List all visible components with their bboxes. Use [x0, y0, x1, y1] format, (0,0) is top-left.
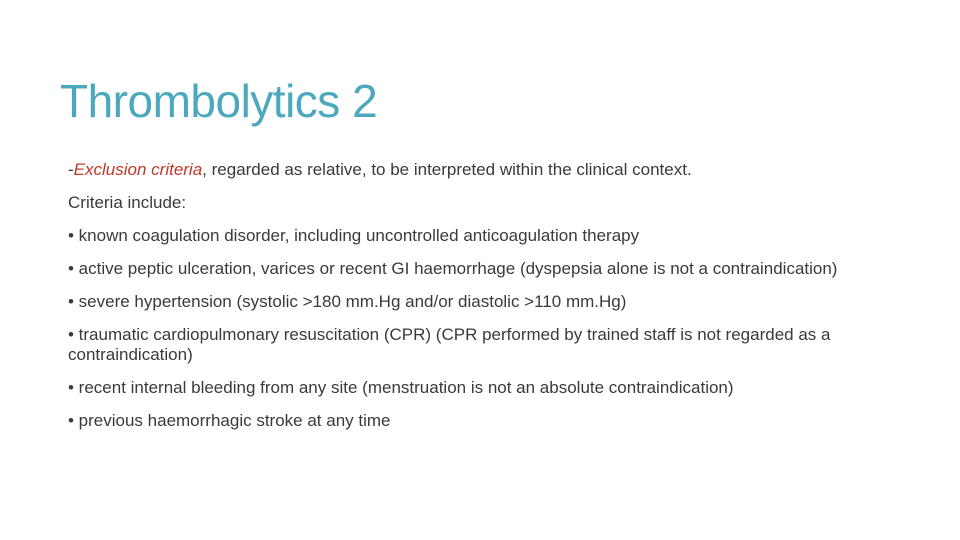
slide-title: Thrombolytics 2: [60, 75, 378, 127]
intro-paragraph: [68, 160, 888, 180]
criteria-item: • traumatic cardiopulmonary resuscitation (CPR) (CPR performed by trained staff is not regarded as a contraindication): [68, 325, 831, 364]
criteria-item: • known coagulation disorder, including uncontrolled anticoagulation therapy: [68, 226, 640, 245]
slide-body: [68, 160, 888, 444]
lead-in-text: Criteria include:: [68, 193, 187, 212]
criteria-list: [68, 226, 888, 431]
criteria-item: • previous haemorrhagic stroke at any time: [68, 411, 391, 430]
exclusion-criteria-emphasis: Exclusion criteria: [73, 160, 203, 179]
intro-prefix: -: [68, 160, 74, 179]
criteria-item: • recent internal bleeding from any site (menstruation is not an absolute contraindication): [68, 378, 734, 397]
criteria-item: • severe hypertension (systolic >180 mm.Hg and/or diastolic >110 mm.Hg): [68, 292, 627, 311]
criteria-item: • active peptic ulceration, varices or recent GI haemorrhage (dyspepsia alone is not a contraindication): [68, 259, 838, 278]
intro-rest: , regarded as relative, to be interpreted within the clinical context.: [202, 160, 692, 179]
